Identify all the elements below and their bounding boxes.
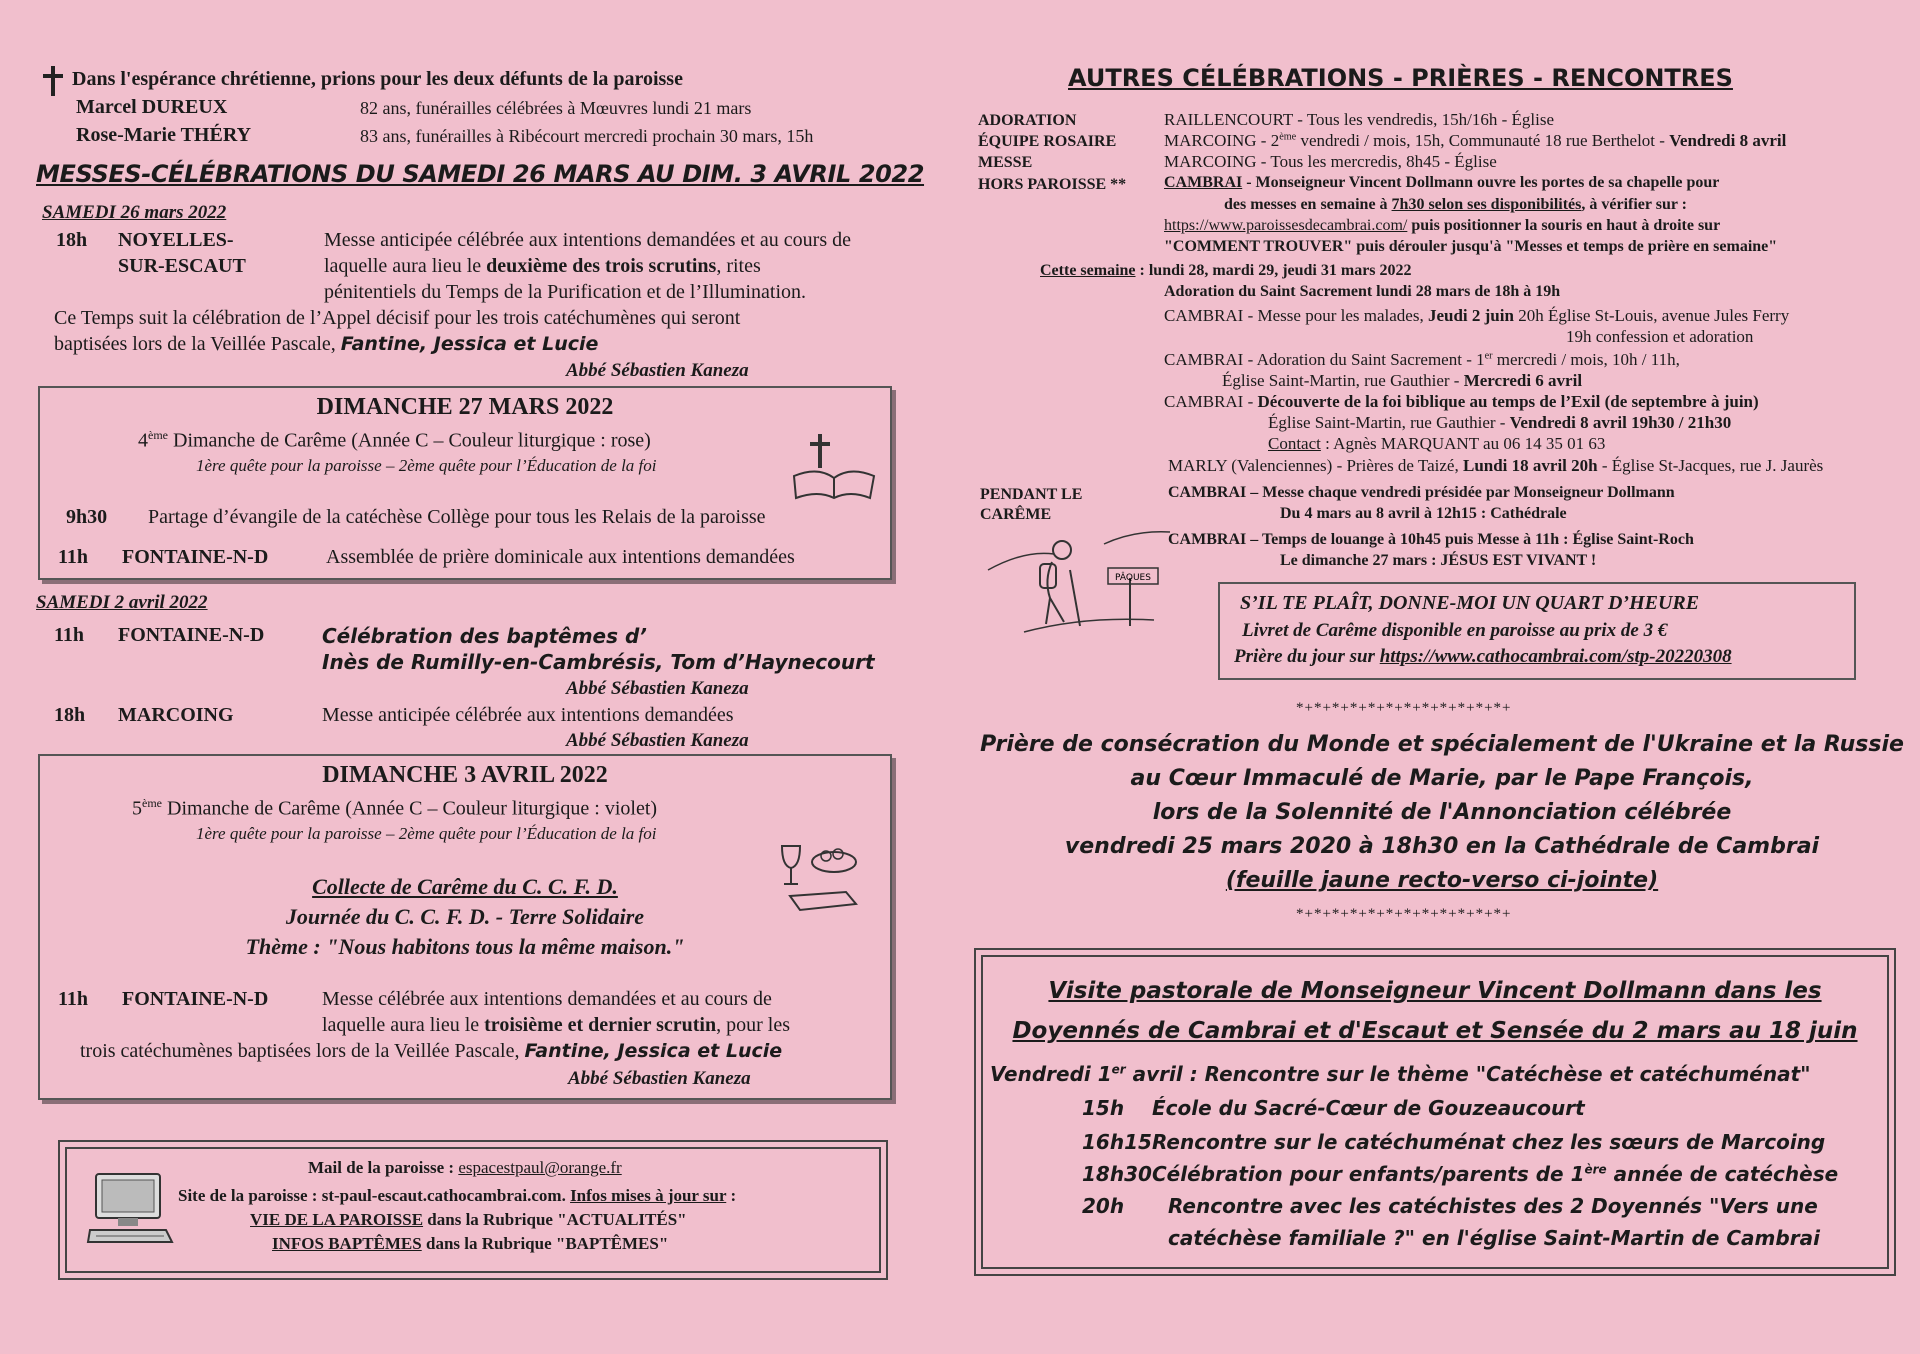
dim27-quete: 1ère quête pour la paroisse – 2ème quête pour l’Éducation de la foi (196, 456, 657, 475)
pilgrim-hiker-icon (984, 520, 1174, 640)
paques-sign: PÂQUES (1115, 573, 1151, 583)
visite-r1-time: 15h (1082, 1096, 1125, 1120)
ccfd-collecte: Collecte de Carême du C. C. F. D. (312, 874, 618, 899)
hors-label: HORS PAROISSE ** (978, 176, 1127, 193)
dim27-title: DIMANCHE 27 MARS 2022 (316, 394, 614, 420)
infos-baptemes-line: INFOS BAPTÊMES dans la Rubrique "BAPTÊMES" (272, 1234, 669, 1253)
autres-title: AUTRES CÉLÉBRATIONS - PRIÈRES - RENCONTRES (1068, 64, 1733, 92)
dim27-r1-text: Partage d’évangile de la catéchèse Collège pour tous les Relais de la paroisse (148, 506, 766, 528)
visite-r3-text: Célébration pour enfants/parents de 1ère année de catéchèse (1152, 1162, 1839, 1186)
visite-r4-line-1: Rencontre avec les catéchistes des 2 Doyennés "Vers une (1168, 1194, 1818, 1218)
priere-line-4: vendredi 25 mars 2020 à 18h30 en la Cathédrale de Cambrai (1064, 834, 1820, 859)
malades-line-2: 19h confession et adoration (1566, 327, 1754, 346)
priere-line-3: lors de la Solennité de l'Annonciation célébrée (1152, 800, 1732, 825)
dim3-line-2: laquelle aura lieu le troisième et dernier scrutin, pour les (322, 1014, 791, 1036)
quart-heure-box (1218, 582, 1856, 680)
bible-cross-icon (788, 432, 878, 502)
sam2-r1-place: FONTAINE-N-D (118, 624, 265, 646)
priere-line-5: (feuille jaune recto-verso ci-jointe) (1225, 868, 1659, 893)
careme-label-1: PENDANT LE (980, 486, 1083, 503)
dim3-subtitle: 5ème Dimanche de Carême (Année C – Couleur liturgique : violet) (132, 796, 658, 820)
sam2-r2-time: 18h (54, 704, 86, 726)
visite-r1-text: École du Sacré-Cœur de Gouzeaucourt (1152, 1096, 1585, 1120)
dim27-r2-text: Assemblée de prière dominicale aux intentions demandées (326, 546, 795, 568)
sam2-r2-text: Messe anticipée célébrée aux intentions demandées (322, 704, 734, 726)
messe-label: MESSE (978, 154, 1033, 171)
hors-line-3: https://www.paroissesdecambrai.com/ puis positionner la souris en haut à droite sur (1164, 217, 1721, 234)
careme-2-line: CAMBRAI – Temps de louange à 10h45 puis Messe à 11h : Église Saint-Roch (1168, 531, 1694, 548)
hors-line-4: "COMMENT TROUVER" puis dérouler jusqu'à "Messes et temps de prière en semaine" (1164, 238, 1778, 255)
visite-r3-time: 18h30 (1082, 1162, 1152, 1186)
mail-line: Mail de la paroisse : espacestpaul@orange.fr (308, 1158, 622, 1177)
careme-label-2: CARÊME (980, 506, 1052, 523)
dim27-r2-time: 11h (58, 546, 89, 568)
visite-title-2: Doyennés de Cambrai et d'Escaut et Sensée du 2 mars au 18 juin (1012, 1018, 1858, 1044)
ador-line: CAMBRAI - Adoration du Saint Sacrement - 1er mercredi / mois, 10h / 11h, (1164, 350, 1680, 369)
dim3-title: DIMANCHE 3 AVRIL 2022 (322, 762, 608, 788)
dim27-r1-time: 9h30 (66, 506, 108, 528)
quart-priere: Prière du jour sur https://www.cathocambrai.com/stp-20220308 (1234, 646, 1732, 667)
marly-line: MARLY (Valenciennes) - Prières de Taizé, Lundi 18 avril 20h - Église St-Jacques, rue J. Jaurès (1168, 456, 1824, 475)
ccfd-theme: Thème : "Nous habitons tous la même maison." (245, 934, 685, 959)
adoration-text: RAILLENCOURT - Tous les vendredis, 15h/16h - Église (1164, 110, 1555, 129)
sam2-r1-time: 11h (54, 624, 85, 646)
sam26-place-1: NOYELLES- (118, 229, 234, 251)
dim3-line-3: trois catéchumènes baptisées lors de la Veillée Pascale, Fantine, Jessica et Lucie (80, 1040, 783, 1062)
samedi-2-date: SAMEDI 2 avril 2022 (36, 592, 208, 613)
dim3-signature: Abbé Sébastien Kaneza (568, 1068, 751, 1089)
contact-box (58, 1140, 888, 1280)
sam26-time: 18h (56, 229, 88, 251)
stars-divider-1: *+*+*+*+*+*+*+*+*+*+*+*+ (1296, 700, 1512, 716)
mail-link[interactable]: espacestpaul@orange.fr (458, 1158, 622, 1177)
visite-pastorale-box (974, 948, 1896, 1276)
visite-date: Vendredi 1er avril : Rencontre sur le thème "Catéchèse et catéchuménat" (990, 1062, 1811, 1086)
infos-baptemes-link[interactable]: INFOS BAPTÊMES (272, 1234, 422, 1253)
visite-r4-line-2: catéchèse familiale ?" en l'église Saint-Martin de Cambrai (1168, 1226, 1820, 1250)
rosaire-label: ÉQUIPE ROSAIRE (978, 133, 1117, 150)
sam26-place-2: SUR-ESCAUT (118, 255, 246, 277)
defunt-name-2: Rose-Marie THÉRY (76, 124, 252, 146)
dim27-subtitle: 4ème Dimanche de Carême (Année C – Couleur liturgique : rose) (138, 428, 651, 452)
sam26-line-3: pénitentiels du Temps de la Purification et de l’Illumination. (324, 281, 807, 303)
hors-line-2: des messes en semaine à 7h30 selon ses disponibilités, à vérifier sur : (1224, 196, 1687, 213)
paroisses-cambrai-link[interactable]: https://www.paroissesdecambrai.com/ (1164, 217, 1408, 234)
vie-paroisse-line: VIE DE LA PAROISSE dans la Rubrique "ACTUALITÉS" (250, 1210, 687, 1229)
defunt-info-1: 82 ans, funérailles célébrées à Mœuvres lundi 21 mars (360, 98, 752, 118)
cross-icon (40, 64, 66, 98)
computer-icon (86, 1170, 176, 1250)
stars-divider-2: *+*+*+*+*+*+*+*+*+*+*+*+ (1296, 906, 1512, 922)
sam26-signature: Abbé Sébastien Kaneza (566, 360, 749, 381)
rosaire-text: MARCOING - 2ème vendredi / mois, 15h, Communauté 18 rue Berthelot - Vendredi 8 avril (1164, 131, 1787, 150)
quart-livret: Livret de Carême disponible en paroisse au prix de 3 € (1242, 620, 1668, 641)
priere-line-2: au Cœur Immaculé de Marie, par le Pape François, (1130, 766, 1754, 791)
visite-r2-text: Rencontre sur le catéchuménat chez les sœurs de Marcoing (1152, 1130, 1826, 1154)
careme-2-line-2: Le dimanche 27 mars : JÉSUS EST VIVANT ! (1280, 552, 1597, 569)
careme-1-line: CAMBRAI – Messe chaque vendredi présidée par Monseigneur Dollmann (1168, 484, 1675, 501)
messes-title: MESSES-CÉLÉBRATIONS DU SAMEDI 26 MARS AU DIM. 3 AVRIL 2022 (36, 160, 925, 188)
decouverte-line-2: Église Saint-Martin, rue Gauthier - Vendredi 8 avril 19h30 / 21h30 (1268, 413, 1732, 432)
defunts-intro: Dans l'espérance chrétienne, prions pour les deux défunts de la paroisse (72, 68, 683, 90)
quart-title: S’IL TE PLAÎT, DONNE-MOI UN QUART D’HEURE (1240, 592, 1700, 614)
defunt-info-2: 83 ans, funérailles à Ribécourt mercredi prochain 30 mars, 15h (360, 126, 814, 146)
sam2-signature-1: Abbé Sébastien Kaneza (566, 678, 749, 699)
careme-1-line-2: Du 4 mars au 8 avril à 12h15 : Cathédrale (1280, 505, 1567, 522)
sam2-r2-place: MARCOING (118, 704, 234, 726)
semaine-line: Cette semaine : lundi 28, mardi 29, jeudi 31 mars 2022 (1040, 262, 1412, 279)
semaine-line-2: Adoration du Saint Sacrement lundi 28 mars de 18h à 19h (1164, 283, 1561, 300)
hors-line-1: CAMBRAI - Monseigneur Vincent Dollmann ouvre les portes de sa chapelle pour (1164, 174, 1720, 191)
visite-r4-time: 20h (1082, 1194, 1125, 1218)
sam2-r1-line-1: Célébration des baptêmes d’ (322, 624, 647, 648)
dim27-r2-place: FONTAINE-N-D (122, 546, 269, 568)
malades-line: CAMBRAI - Messe pour les malades, Jeudi 2 juin 20h Église St-Louis, avenue Jules Ferry (1164, 306, 1790, 325)
messe-text: MARCOING - Tous les mercredis, 8h45 - Église (1164, 152, 1497, 171)
dimanche-27-box (38, 386, 892, 580)
decouverte-line: CAMBRAI - Découverte de la foi biblique au temps de l’Exil (de septembre à juin) (1164, 392, 1759, 411)
vie-paroisse-link[interactable]: VIE DE LA PAROISSE (250, 1210, 424, 1229)
defunt-name-1: Marcel DUREUX (76, 96, 228, 118)
sam26-line-1: Messe anticipée célébrée aux intentions demandées et au cours de (324, 229, 852, 251)
samedi-26-date: SAMEDI 26 mars 2022 (42, 202, 227, 223)
ador-line-2: Église Saint-Martin, rue Gauthier - Mercredi 6 avril (1222, 371, 1583, 390)
site-line: Site de la paroisse : st-paul-escaut.cathocambrai.com. Infos mises à jour sur : (178, 1186, 737, 1205)
sam2-r1-line-2: Inès de Rumilly-en-Cambrésis, Tom d’Haynecourt (322, 650, 875, 674)
priere-line-1: Prière de consécration du Monde et spécialement de l'Ukraine et la Russie (980, 732, 1904, 757)
visite-r2-time: 16h15 (1082, 1130, 1152, 1154)
adoration-label: ADORATION (978, 112, 1077, 129)
ccfd-journee: Journée du C. C. F. D. - Terre Solidaire (285, 904, 645, 929)
dim3-place: FONTAINE-N-D (122, 988, 269, 1010)
dim3-time: 11h (58, 988, 89, 1010)
sam26-line-5: baptisées lors de la Veillée Pascale, Fantine, Jessica et Lucie (54, 333, 599, 355)
sam26-line-4: Ce Temps suit la célébration de l’Appel décisif pour les trois catéchumènes qui seront (54, 307, 741, 329)
dimanche-3-box (38, 754, 892, 1100)
sam2-signature-2: Abbé Sébastien Kaneza (566, 730, 749, 751)
dim3-quete: 1ère quête pour la paroisse – 2ème quête pour l’Éducation de la foi (196, 824, 657, 843)
contact-line: Contact : Agnès MARQUANT au 06 14 35 01 63 (1268, 434, 1606, 453)
sam26-line-2: laquelle aura lieu le deuxième des trois scrutins, rites (324, 255, 761, 277)
dim3-line-1: Messe célébrée aux intentions demandées et au cours de (322, 988, 772, 1010)
cathocambrai-link[interactable]: https://www.cathocambrai.com/stp-20220308 (1379, 646, 1732, 667)
visite-title-1: Visite pastorale de Monseigneur Vincent Dollmann dans les (1048, 978, 1822, 1004)
